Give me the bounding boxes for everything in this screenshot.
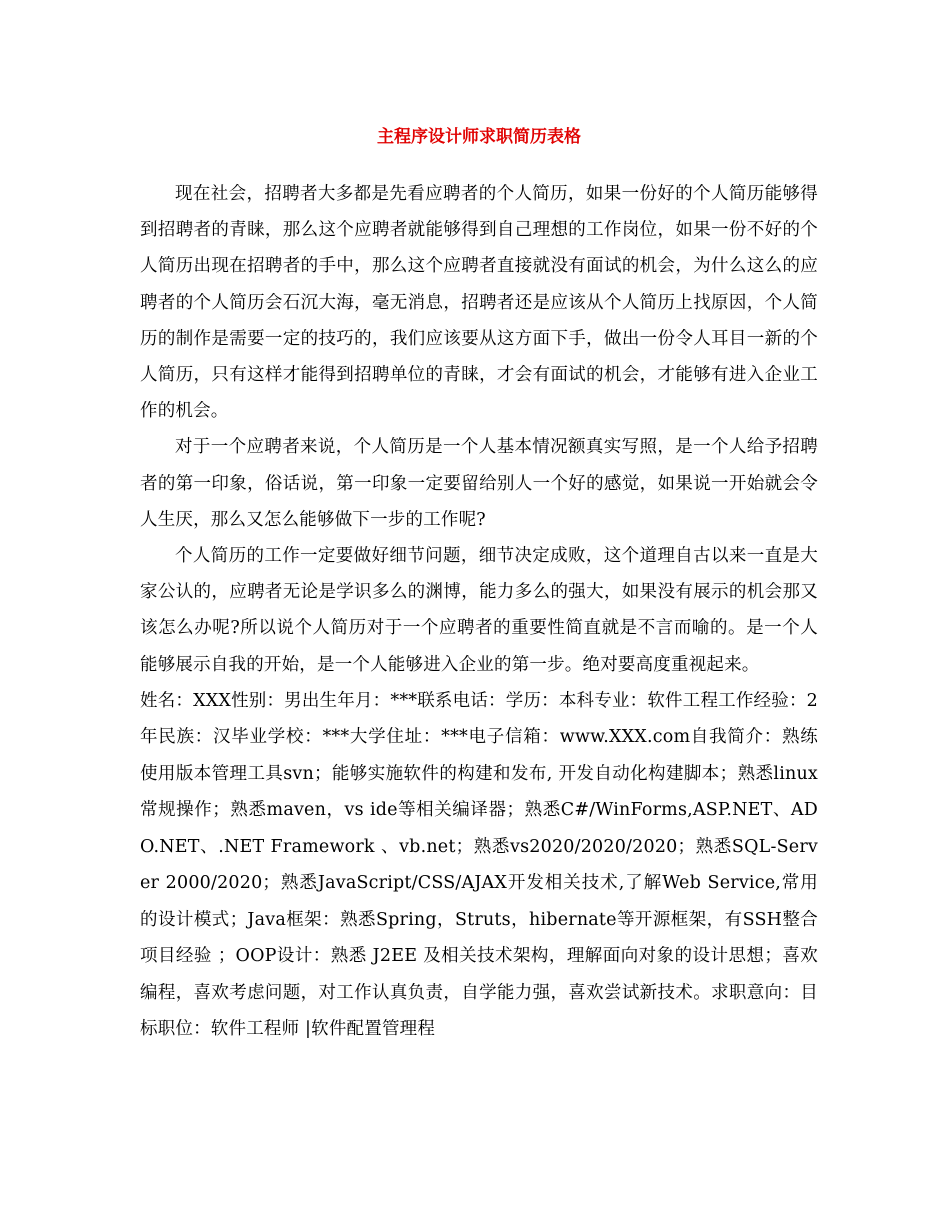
intro-paragraph: 现在社会，招聘者大多都是先看应聘者的个人简历，如果一份好的个人简历能够得到招聘者的青睐，那么这个应聘者就能够得到自己理想的工作岗位，如果一份不好的个人简历出现在招聘者的手中，那么这个应聘者直接就没有面试的机会，为什么这么的应聘者的个人简历会石沉大海，毫无消息，招聘者还是应该从个人简历上找原因，个人简历的制作是需要一定的技巧的，我们应该要从这方面下手，做出一份令人耳目一新的个人简历，只有这样才能得到招聘单位的青睐，才会有面试的机会，才能够有进入企业工作的机会。 [140,184,818,422]
details-paragraph: 个人简历的工作一定要做好细节问题，细节决定成败，这个道理自古以来一直是大家公认的，应聘者无论是学识多么的渊博，能力多么的强大，如果没有展示的机会那又该怎么办呢?所以说个人简历对于一个应聘者的重要性简直就是不言而喻的。是一个人能够展示自我的开始，是一个人能够进入企业的第一步。绝对要高度重视起来。 [140,546,818,675]
resume-profile-text: 姓名：XXX性别：男出生年月：***联系电话：学历：本科专业：软件工程工作经验：2年民族：汉毕业学校：***大学住址：***电子信箱：www.XXX.com自我简介：熟练使用版本管理工具svn；能够实施软件的构建和发布, 开发自动化构建脚本；熟悉linux常规操作；熟悉maven，vs ide等相关编译器；熟悉C#/WinForms,ASP.NET、ADO.NET、.NET Framework 、vb.net；熟悉vs2020/2020/2020；熟悉SQL-Server 2000/2020；熟悉JavaScript/CSS/AJAX开发相关技术,了解Web Service,常用的设计模式；Java框架：熟悉Spring，Struts，hibernate等开源框架，有SSH整合项目经验 ；OOP设计：熟悉 J2EE 及相关技术架构，理解面向对象的设计思想；喜欢编程，喜欢考虑问题，对工作认真负责，自学能力强，喜欢尝试新技术。求职意向：目标职位：软件工程师 |软件配置管理程 [140,690,818,1040]
document-title: 主程序设计师求职简历表格 [377,127,581,147]
first-impression-paragraph: 对于一个应聘者来说，个人简历是一个人基本情况额真实写照，是一个人给予招聘者的第一印象，俗话说，第一印象一定要留给别人一个好的感觉，如果说一开始就会令人生厌，那么又怎么能够做下一步的工作呢? [140,437,818,530]
